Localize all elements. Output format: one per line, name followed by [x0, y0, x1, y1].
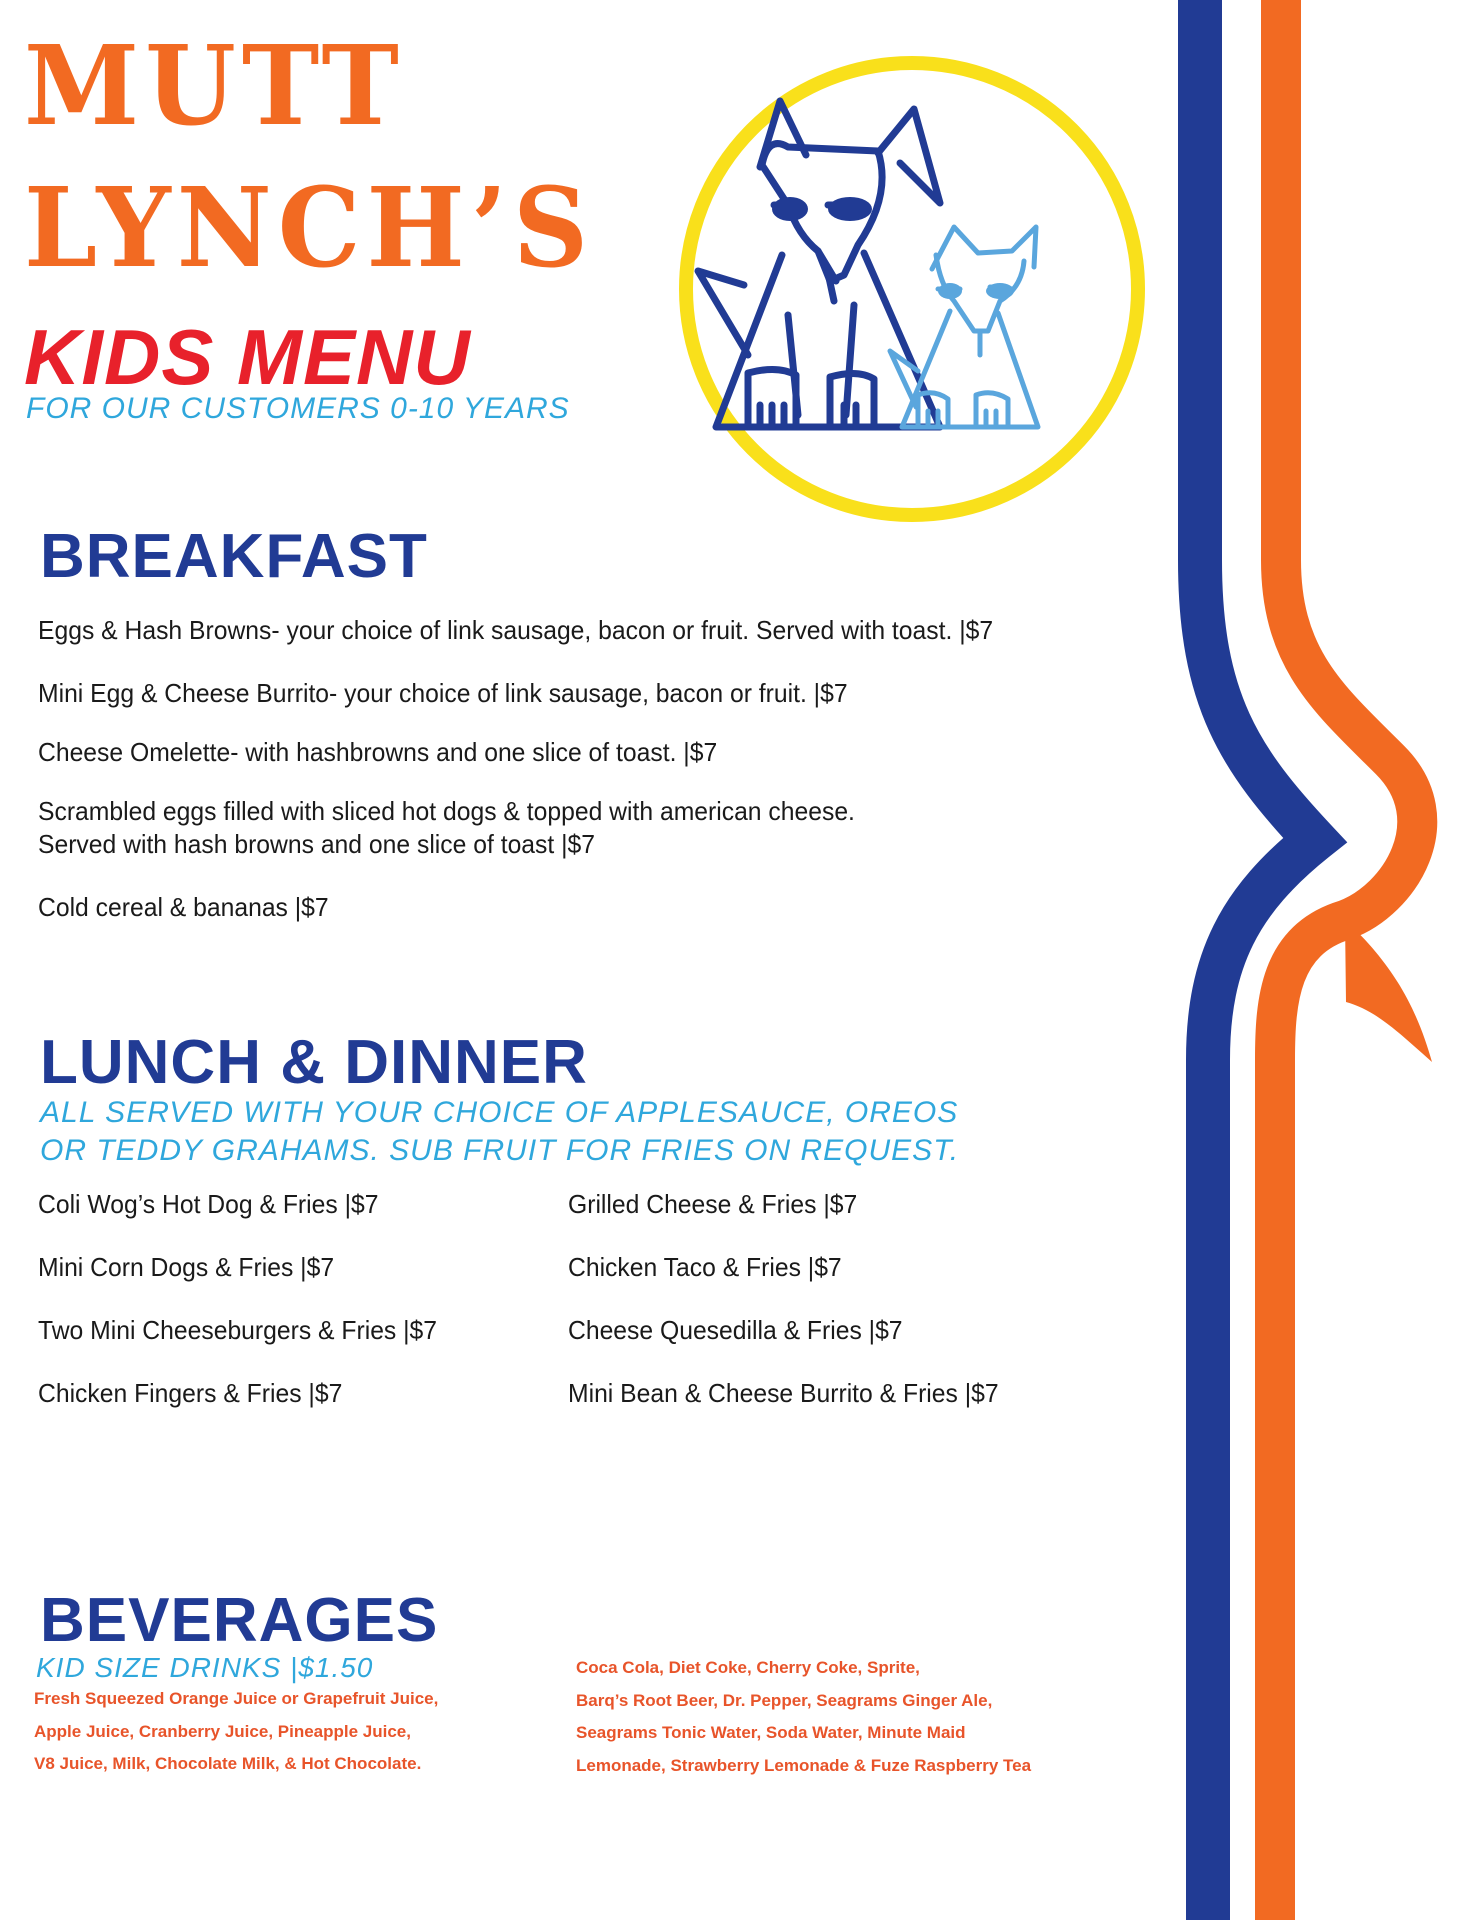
list-item: Cold cereal & bananas |$7	[38, 892, 329, 922]
two-dogs-sunglasses-icon	[678, 55, 1146, 523]
brand-name-line2: LYNCH’S	[24, 162, 595, 293]
list-item: Eggs & Hash Browns- your choice of link sausage, bacon or fruit. Served with toast. |$7	[38, 615, 994, 645]
list-item: Mini Corn Dogs & Fries |$7	[38, 1252, 335, 1282]
lunch-dinner-subtitle-line2: OR TEDDY GRAHAMS. SUB FRUIT FOR FRIES ON REQUEST.	[40, 1134, 960, 1167]
list-item: Grilled Cheese & Fries |$7	[568, 1189, 858, 1219]
lunch-dinner-title: LUNCH & DINNER	[40, 1028, 588, 1097]
kids-menu-subtitle: FOR OUR CUSTOMERS 0-10 YEARS	[26, 392, 570, 425]
list-item: V8 Juice, Milk, Chocolate Milk, & Hot Chocolate.	[34, 1754, 422, 1773]
kids-menu-title: KIDS MENU	[24, 313, 471, 401]
list-item: Scrambled eggs filled with sliced hot dogs & topped with american cheese.	[38, 796, 855, 826]
list-item: Two Mini Cheeseburgers & Fries |$7	[38, 1315, 438, 1345]
list-item: Mini Bean & Cheese Burrito & Fries |$7	[568, 1378, 999, 1408]
list-item: Seagrams Tonic Water, Soda Water, Minute Maid	[576, 1723, 966, 1742]
list-item: Lemonade, Strawberry Lemonade & Fuze Raspberry Tea	[576, 1756, 1032, 1775]
list-item: Apple Juice, Cranberry Juice, Pineapple Juice,	[34, 1722, 411, 1741]
breakfast-title: BREAKFAST	[40, 522, 428, 591]
list-item: Coli Wog’s Hot Dog & Fries |$7	[38, 1189, 379, 1219]
lunch-dinner-subtitle-line1: ALL SERVED WITH YOUR CHOICE OF APPLESAUCE, OREOS	[40, 1096, 959, 1129]
beverages-subtitle: KID SIZE DRINKS |$1.50	[36, 1652, 374, 1683]
list-item: Fresh Squeezed Orange Juice or Grapefruit Juice,	[34, 1689, 439, 1708]
decorative-stripes	[1170, 0, 1484, 1920]
list-item: Cheese Quesedilla & Fries |$7	[568, 1315, 903, 1345]
list-item: Mini Egg & Cheese Burrito- your choice of link sausage, bacon or fruit. |$7	[38, 678, 848, 708]
list-item: Coca Cola, Diet Coke, Cherry Coke, Sprite,	[576, 1658, 920, 1677]
beverages-title: BEVERAGES	[40, 1586, 439, 1655]
brand-name-line1: MUTT	[24, 20, 405, 151]
list-item: Served with hash browns and one slice of toast |$7	[38, 829, 596, 859]
list-item: Chicken Taco & Fries |$7	[568, 1252, 842, 1282]
list-item: Barq’s Root Beer, Dr. Pepper, Seagrams Ginger Ale,	[576, 1691, 993, 1710]
list-item: Cheese Omelette- with hashbrowns and one slice of toast. |$7	[38, 737, 718, 767]
list-item: Chicken Fingers & Fries |$7	[38, 1378, 343, 1408]
